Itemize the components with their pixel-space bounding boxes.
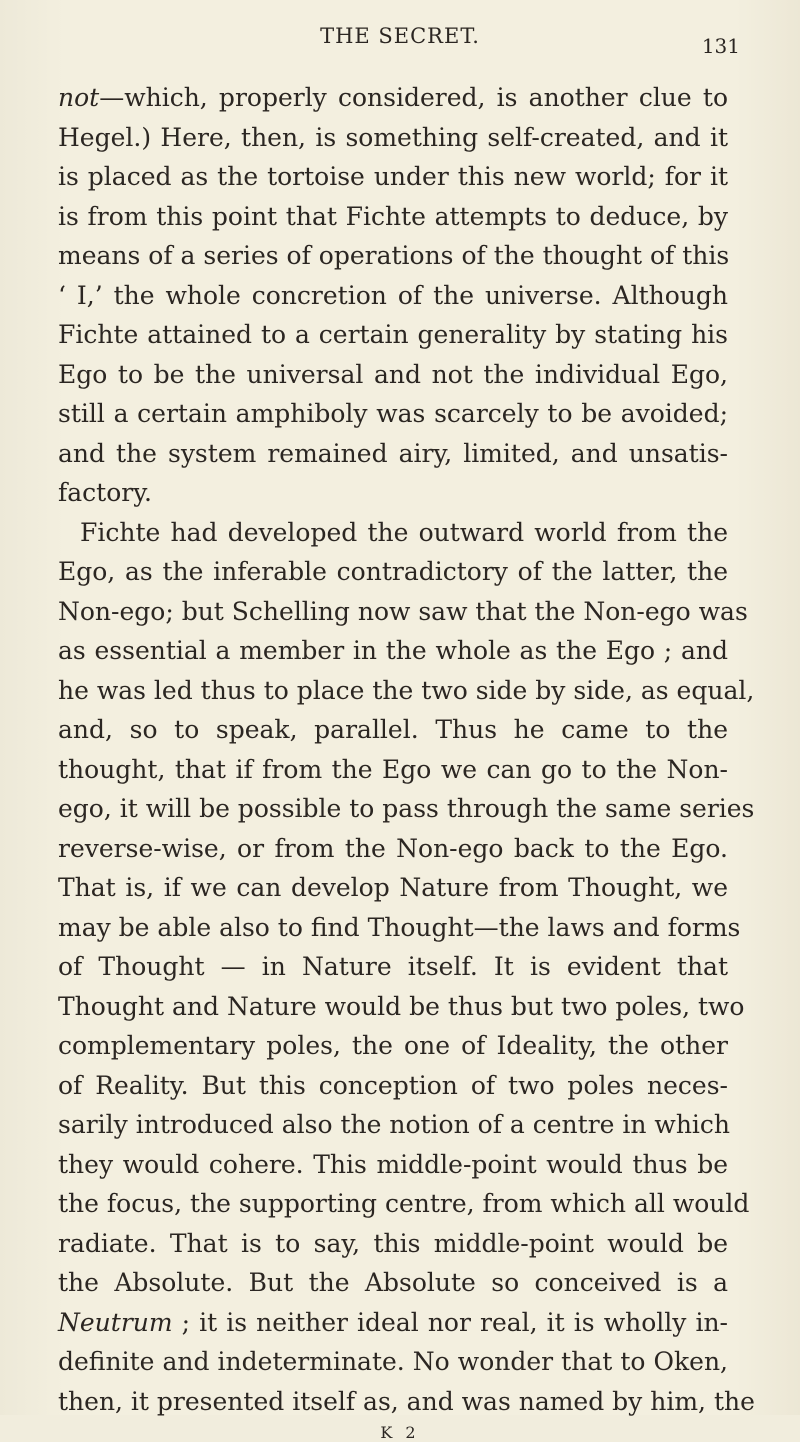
text-line: [58, 868, 728, 908]
line-text: may be able also to find Thought—the laws and forms: [58, 912, 741, 942]
line-text: —which, properly considered, is another clue to: [99, 83, 728, 112]
line-text: and, so to speak, parallel. Thus he came to the: [58, 715, 728, 744]
text-line: [58, 631, 728, 671]
text-line: [58, 1263, 728, 1303]
running-head: [0, 20, 800, 58]
running-title: THE SECRET.: [320, 24, 480, 48]
text-line: [58, 789, 755, 829]
line-text: means of a series of operations of the thought of this: [58, 241, 730, 270]
text-line: [58, 987, 745, 1027]
line-text: is from this point that Fichte attempts to deduce, by: [58, 201, 728, 231]
line-text: factory.: [58, 478, 152, 507]
text-line: [58, 473, 728, 513]
text-line: [58, 1342, 728, 1382]
line-text: and the system remained airy, limited, and unsatis-: [58, 438, 728, 468]
text-line: [58, 315, 728, 355]
text-line: [58, 552, 728, 592]
line-text: Non-ego; but Schelling now saw that the Non-ego was: [58, 596, 748, 626]
text-line: [58, 1145, 728, 1185]
line-text: complementary poles, the one of Ideality, the other: [58, 1031, 728, 1060]
page-number: 131: [701, 34, 740, 58]
body-text: [58, 78, 755, 1421]
text-line: [58, 947, 728, 987]
line-text: thought, that if from the Ego we can go to the Non-: [58, 754, 728, 784]
text-line: [58, 1382, 755, 1422]
text-line: [58, 908, 741, 948]
text-line: [58, 592, 748, 632]
text-line: [58, 1224, 728, 1264]
line-text: the Absolute. But the Absolute so conceived is a: [58, 1268, 728, 1297]
text-line: [58, 157, 728, 197]
text-line: [58, 750, 728, 790]
line-text: of Reality. But this conception of two poles neces-: [58, 1070, 728, 1100]
text-line: [58, 829, 728, 869]
line-text: Hegel.) Here, then, is something self-created, and it: [58, 122, 728, 152]
text-line: [58, 434, 728, 474]
line-text: then, it presented itself as, and was named by him, the: [58, 1386, 755, 1416]
text-line: [58, 710, 728, 750]
line-text: he was led thus to place the two side by side, as equal,: [58, 675, 755, 705]
line-text: as essential a member in the whole as the Ego ; and: [58, 636, 728, 665]
line-text: That is, if we can develop Nature from Thought, we: [58, 873, 728, 902]
italic-word: not: [58, 83, 100, 112]
line-text: Ego, as the inferable contradictory of the latter, the: [58, 557, 728, 586]
line-text: sarily introduced also the notion of a centre in which: [58, 1110, 731, 1139]
line-text: Ego to be the universal and not the individual Ego,: [58, 359, 728, 389]
text-line: [58, 671, 755, 711]
line-text: Thought and Nature would be thus but two poles, two: [58, 991, 745, 1021]
text-line: [58, 1303, 728, 1343]
text-line: [58, 1066, 728, 1106]
line-text: ‘ I,’ the whole concretion of the universe. Although: [58, 280, 728, 310]
line-text: definite and indeterminate. No wonder that to Oken,: [58, 1347, 728, 1376]
italic-word: Neutrum: [58, 1307, 173, 1337]
text-line: [58, 394, 728, 434]
line-text: Fichte attained to a certain generality by stating his: [58, 320, 728, 349]
line-text: still a certain amphiboly was scarcely to be avoided;: [58, 399, 728, 428]
line-text: ; it is neither ideal nor real, it is wholly in-: [172, 1307, 728, 1337]
text-line: [58, 1105, 731, 1145]
line-text: Fichte had developed the outward world from the: [80, 517, 728, 547]
text-line: [58, 1026, 728, 1066]
text-line: [58, 197, 728, 237]
text-line: [58, 236, 728, 276]
text-line: [58, 276, 728, 316]
text-line: [58, 118, 728, 158]
line-text: radiate. That is to say, this middle-point would be: [58, 1228, 728, 1258]
text-line: [58, 513, 728, 553]
line-text: ego, it will be possible to pass through the same series: [58, 794, 755, 823]
line-text: the focus, the supporting centre, from which all would: [58, 1189, 750, 1218]
line-text: they would cohere. This middle-point would thus be: [58, 1149, 728, 1179]
text-line: [58, 355, 728, 395]
line-text: of Thought — in Nature itself. It is evident that: [58, 952, 728, 981]
line-text: is placed as the tortoise under this new world; for it: [58, 162, 728, 191]
signature-mark: K 2: [380, 1423, 420, 1442]
text-line: [58, 1184, 750, 1224]
line-text: reverse-wise, or from the Non-ego back to the Ego.: [58, 833, 728, 863]
text-line: [58, 78, 728, 118]
